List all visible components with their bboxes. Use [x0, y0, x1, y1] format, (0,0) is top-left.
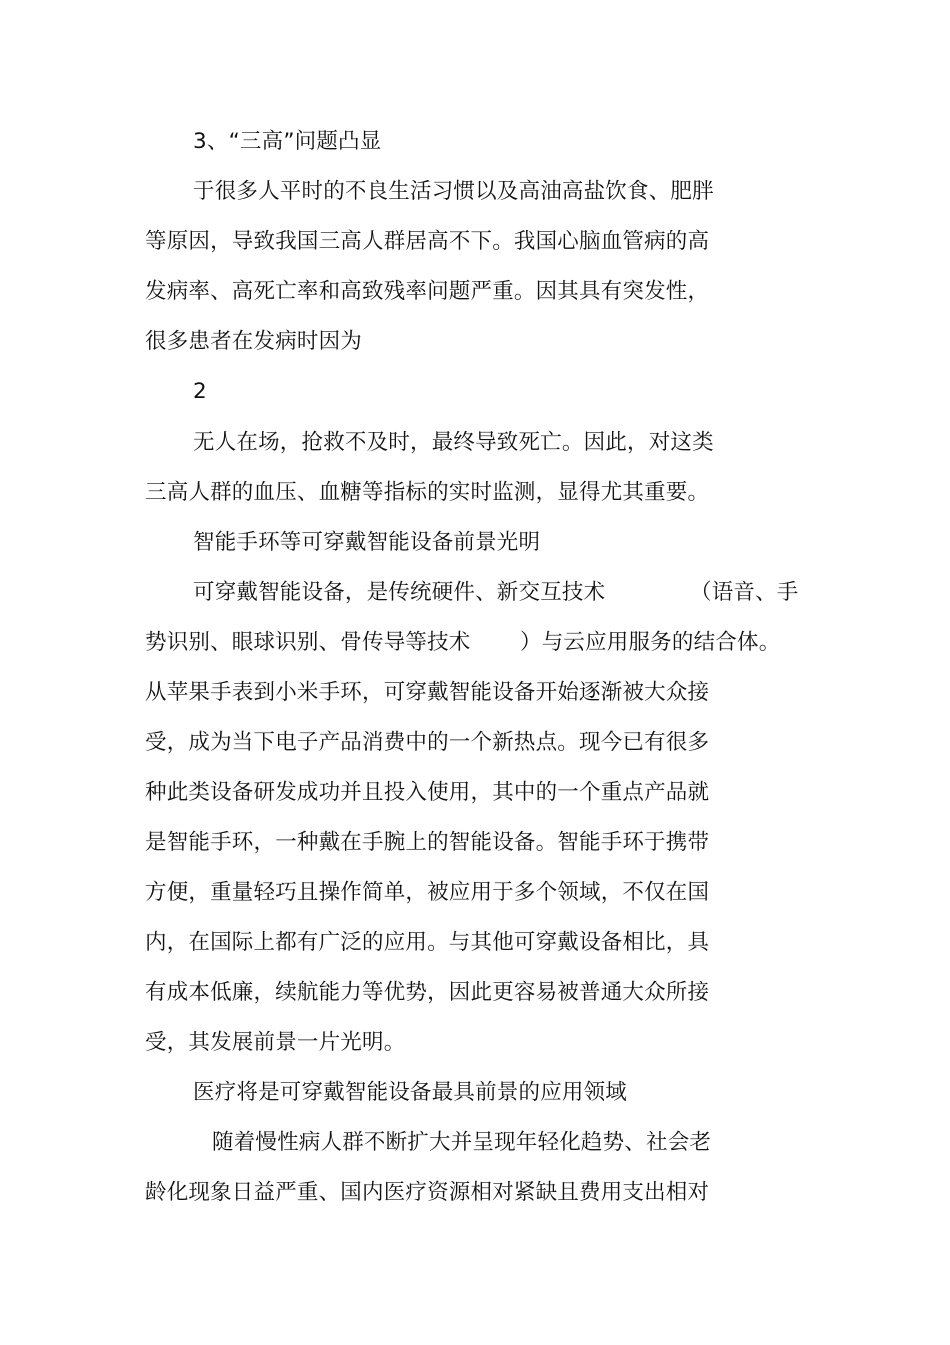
paragraph-line-fragment: ）与云应用服务的结合体。: [520, 630, 781, 655]
section-heading-three-highs: 3、“三高”问题凸显: [193, 129, 382, 154]
paragraph-line: 种此类设备研发成功并且投入使用，其中的一个重点产品就: [145, 780, 710, 805]
paragraph-line: 势识别、眼球识别、骨传导等技术: [145, 630, 471, 655]
paragraph-line: 随着慢性病人群不断扩大并呈现年轻化趋势、社会老: [212, 1130, 712, 1155]
paragraph-line: 无人在场，抢救不及时，最终导致死亡。因此，对这类: [193, 430, 714, 455]
paragraph-line: 发病率、高死亡率和高致残率问题严重。因其具有突发性，: [145, 279, 710, 304]
paragraph-line: 是智能手环，一种戴在手腕上的智能设备。智能手环于携带: [145, 830, 710, 855]
paragraph-line: 可穿戴智能设备，是传统硬件、新交互技术: [193, 580, 606, 605]
paragraph-line: 内，在国际上都有广泛的应用。与其他可穿戴设备相比，具: [145, 930, 710, 955]
paragraph-line: 从苹果手表到小米手环，可穿戴智能设备开始逐渐被大众接: [145, 680, 710, 705]
paragraph-line: 很多患者在发病时因为: [145, 329, 363, 354]
paragraph-line: 受，其发展前景一片光明。: [145, 1030, 406, 1055]
section-heading-wearables: 智能手环等可穿戴智能设备前景光明: [193, 530, 541, 555]
paragraph-line: 受，成为当下电子产品消费中的一个新热点。现今已有很多: [145, 730, 710, 755]
paragraph-line: 有成本低廉，续航能力等优势，因此更容易被普通大众所接: [145, 980, 710, 1005]
section-heading-medical: 医疗将是可穿戴智能设备最具前景的应用领域: [193, 1080, 628, 1105]
paragraph-line: 方便，重量轻巧且操作简单，被应用于多个领域，不仅在国: [145, 880, 710, 905]
paragraph-line: 等原因，导致我国三高人群居高不下。我国心脑血管病的高: [145, 229, 710, 254]
paragraph-line: 三高人群的血压、血糖等指标的实时监测，显得尤其重要。: [145, 480, 710, 505]
paragraph-line-fragment: （语音、手: [690, 580, 799, 605]
page-number: 2: [193, 379, 207, 404]
paragraph-line: 龄化现象日益严重、国内医疗资源相对紧缺且费用支出相对: [145, 1180, 710, 1205]
paragraph-line: 于很多人平时的不良生活习惯以及高油高盐饮食、肥胖: [193, 179, 714, 204]
